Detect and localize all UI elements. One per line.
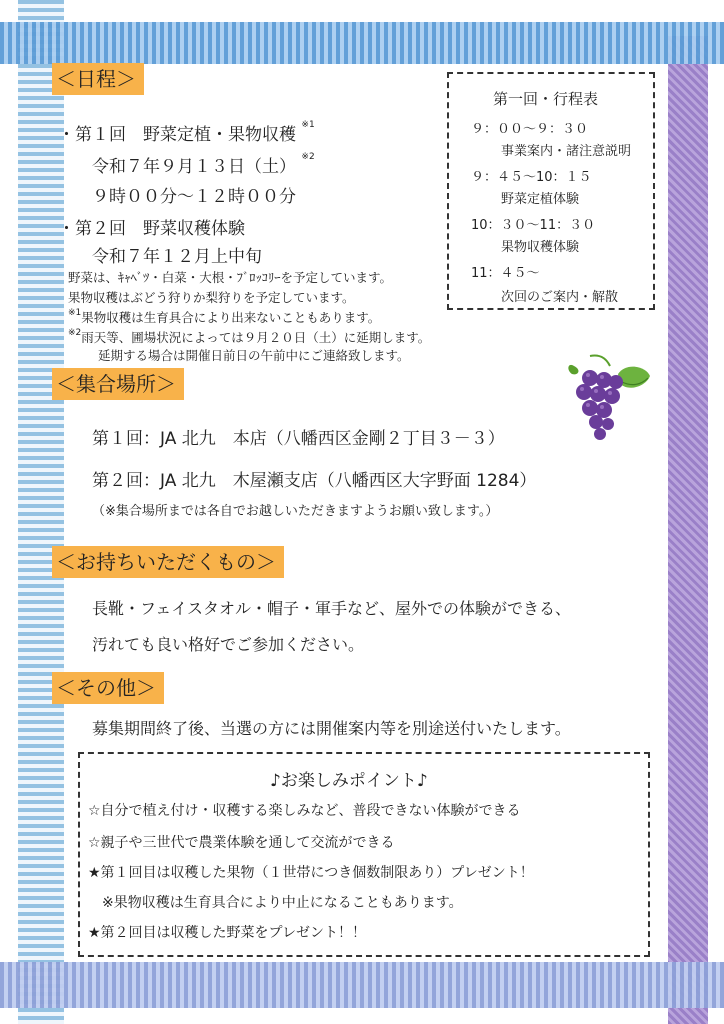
round2-title: ・第２回 野菜収穫体験 <box>58 219 245 239</box>
grape-icon <box>560 352 656 444</box>
schedule-heading: ＜日程＞ <box>52 63 144 95</box>
timetable-time: ９：００～９：３０ <box>471 122 589 137</box>
other-text: 募集期間終了後、当選の方には開催案内等を別途送付いたします。 <box>92 719 571 738</box>
other-heading: ＜その他＞ <box>52 672 164 704</box>
round1-date: 令和７年９月１３日（土） <box>92 157 296 177</box>
top-tape-decoration <box>0 22 724 64</box>
note-vegetables: 野菜は、ｷｬﾍﾞﾂ・白菜・大根・ﾌﾞﾛｯｺﾘｰを予定しています。 <box>68 270 393 285</box>
fun-point-item: ☆親子や三世代で農業体験を通して交流ができる <box>88 835 395 851</box>
timetable-desc: 野菜定植体験 <box>501 192 580 207</box>
note2 <box>68 328 430 346</box>
note2-mark: ※2 <box>68 328 82 338</box>
meeting-round1: 第１回：JA 北九 本店（八幡西区金剛２丁目３－３） <box>92 429 505 449</box>
round1-title-line <box>58 120 315 145</box>
bottom-tape-decoration <box>0 962 724 1008</box>
note2-followup: 延期する場合は開催日前日の午前中にご連絡致します。 <box>98 348 410 363</box>
fun-point-item: ★第１回目は収穫した果物（１世帯につき個数制限あり）プレゼント！ <box>88 865 534 881</box>
round1-time: ９時００分～１２時００分 <box>92 187 296 207</box>
note-fruit: 果物収穫はぶどう狩りか梨狩りを予定しています。 <box>68 290 355 305</box>
timetable-time: ９：４５～10：１５ <box>471 170 592 185</box>
fun-point-item: ※果物収穫は生育具合により中止になることもあります。 <box>88 895 463 911</box>
round1-date-line <box>92 152 315 177</box>
note1-text: 果物収穫は生育具合により出来ないこともあります。 <box>81 310 381 325</box>
timetable-time: 10：３０～11：３０ <box>471 218 596 233</box>
timetable-desc: 果物収穫体験 <box>501 240 580 255</box>
meeting-heading: ＜集合場所＞ <box>52 368 184 400</box>
fun-point-item: ★第２回目は収穫した野菜をプレゼント！！ <box>88 925 366 941</box>
right-tape-decoration <box>668 36 708 1024</box>
fun-point-item: ☆自分で植え付け・収穫する楽しみなど、普段できない体験ができる <box>88 803 521 819</box>
note1 <box>68 308 380 326</box>
timetable-desc: 次回のご案内・解散 <box>501 290 619 305</box>
timetable-time: 11：４５～ <box>471 266 540 281</box>
fun-points-box <box>78 752 650 957</box>
meeting-note: （※集合場所までは各自でお越しいただきますようお願い致します。） <box>92 504 499 519</box>
timetable-box <box>447 72 655 310</box>
meeting-round2: 第２回：JA 北九 木屋瀬支店（八幡西区大字野面 1284） <box>92 471 537 491</box>
bring-line1: 長靴・フェイスタオル・帽子・軍手など、屋外での体験ができる、 <box>92 599 572 618</box>
bring-line2: 汚れても良い格好でご参加ください。 <box>92 635 365 654</box>
round1-date-note: ※2 <box>301 152 315 162</box>
round1-title: ・第１回 野菜定植・果物収穫 <box>58 125 296 145</box>
fun-points-title: ♪お楽しみポイント♪ <box>270 771 428 791</box>
note1-mark: ※1 <box>68 308 82 318</box>
bring-heading: ＜お持ちいただくもの＞ <box>52 546 284 578</box>
note2-text: 雨天等、圃場状況によっては９月２０日（土）に延期します。 <box>81 330 431 345</box>
timetable-title: 第一回・行程表 <box>493 90 599 108</box>
left-tape-decoration <box>18 0 64 1024</box>
round2-date: 令和７年１２月上中旬 <box>92 247 262 267</box>
round1-note-mark: ※1 <box>301 120 315 130</box>
timetable-desc: 事業案内・諸注意説明 <box>501 144 632 159</box>
